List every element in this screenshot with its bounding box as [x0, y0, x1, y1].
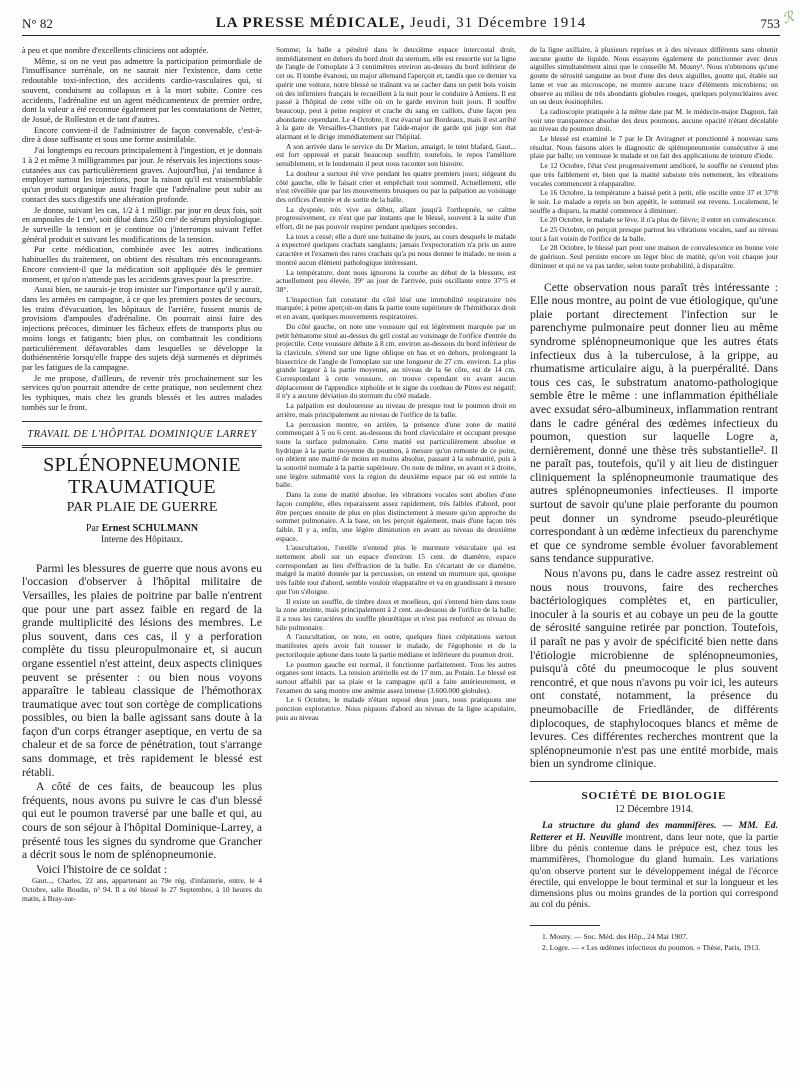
- handwritten-mark: ℛ: [780, 9, 797, 28]
- body-paragraph: Même, si on ne veut pas admettre la participation primordiale de l'insuffisance surrénale, on ne saurait nier l'existence, dans cette redoutable toxi-infection, des accidents cardio-vasculaires qui, si souvent, conduisent au collapsus et à la mort subite. Contre ces accidents, l'adrénaline est un agent médicamenteux de premier ordre, dont la valeur a été reconnue également par les constatations de Netter, de Josué, de Rolleston et de tant d'autres.: [22, 56, 262, 125]
- case-paragraph: La toux a cessé; elle a duré une huitaine de jours, au cours desquels le malade a expectoré quelques crachats sanglants; jamais l'expectoration n'a pris un autre caractère et l'examen des rares crachats qu'a pu nous donner le malade, ne nous a montré aucun élément pathologique intéressant.: [276, 231, 516, 267]
- footnote: 2. Logre. — « Les œdèmes infectieux du poumon. » Thèse, Paris, 1913.: [542, 942, 761, 952]
- case-paragraph: La palpation est douloureuse au niveau de presque tout le poumon droit en arrière, mais principalement au niveau de l'orifice de la balle.: [276, 401, 516, 419]
- case-paragraph: La dyspnée, très vive au début, allant jusqu'à l'orthopnée, se calme progressivement, ce n'est que par instants que le blessé, souvent à la suite d'un effort, dit ne pas pouvoir respirer pendant quelques secondes.: [276, 204, 516, 232]
- column-right: [530, 46, 778, 954]
- case-paragraph: La percussion montre, en arrière, la présence d'une zone de matité commençant à 5 ou 6 cent. au-dessous du bord claviculaire et occupant presque toute la surface pulmonaire. Cette matité est particulièrement absolue et hydrique à la partie moyenne du poumon, à mesure qu'on remonte de ce point, on obtient une matité de moins en moins absolue, passant à la submatité, puis à la sonorité normale à la partie supérieure. On note de même, en avant et à droite, une légère submatité vers la région du deuxième espace par où est entrée la balle.: [276, 419, 516, 490]
- society-report: [530, 820, 778, 910]
- case-paragraph: Du côté gauche, on note une voussure qui est légèrement marquée par un petit hématome situé au-dessus du gril costal au voisinage de l'orifice d'entrée du projectile. Cette voussure débute à 8 cm. environ au-dessous du bord inférieur de la clavicule, s'étend sur une ligne oblique en bas et en dehors, prolongeant la bissectrice de l'angle de l'omoplate sur une longueur de 27 cm. environ. La plus grande largeur à la partie moyenne, au niveau de la 6e côte, est de 14 cm. Correspondant à cette voussure, on trouve cependant en avant aucun déplacement de l'appendice xiphoïde et le signe du cordeau de Pitres est négatif; il n'y a aucune déviation du sternum du côté malade.: [276, 321, 516, 401]
- author-role: Interne des Hôpitaux.: [100, 535, 184, 546]
- society-title: SOCIÉTÉ DE BIOLOGIE: [581, 789, 727, 802]
- article-paragraph: Voici l'histoire de ce soldat :: [36, 862, 167, 876]
- case-history-end: [530, 46, 778, 271]
- case-paragraph: Le 25 Octobre, on perçoit presque partout les vibrations vocales, sauf au niveau tout à fait voisin de l'orifice de la balle.: [530, 225, 778, 243]
- section-divider: [22, 421, 262, 422]
- body-paragraph: Encore convient-il de l'administrer de façon convenable, c'est-à-dire à dose suffisante et sous une forme assimilable.: [22, 125, 262, 145]
- body-paragraph: Je donne, suivant les cas, 1/2 à 1 milligr. par jour en deux fois, soit en ampoules de 1 cm³, soit dilué dans 250 cm³ de sérum physiologique. Je surveille la tension et je continue ou j'interromps suivant l'effet général produit et suivant les modifications de la tension.: [22, 205, 262, 244]
- case-paragraph: A l'auscultation, on note, en outre, quelques fines crépitations surtout manifestes après avoir fait tousser le malade, de l'égophonie et de la pectoriloquie aphone dans toute la partie médiane et inférieure du poumon droit.: [276, 632, 516, 659]
- column-middle: [276, 46, 516, 723]
- society-text: montrent, dans leur note, que la partie libre du pénis contenue dans le prépuce est, chez tous les mammifères, l'homologue du gland humain. Les variations qu'on observe portent sur le développement inégal de l'écorce érectile, qui enveloppe le bout terminal et sur la longueur et les dimensions plus ou moins grandes de la portion qui correspond au col du pénis.: [530, 831, 778, 911]
- body-paragraph: Aussi bien, ne saurais-je trop insister sur l'importance qu'il y aurait, dans les armées en campagne, à ce que les premiers postes de secours, les trains d'évacuation, les hôpitaux de l'arrière, fussent munis de provisions d'ampoules d'adrénaline. On pourrait ainsi faire des injections précoces, diminuer les fâcheux effets de transports plus ou moins longs et fatigants; bien plus, on combattrait les conditions particulièrement défavorables dans lesquelles se développe la dothiénentérie lorsqu'elle frappe des sujets déjà surmenés et déprimés par les fatigues de la campagne.: [22, 285, 262, 372]
- case-paragraph: Le 12 Octobre, l'état s'est progressivement amélioré, le souffle ne s'entend plus que très faiblement et, bien que la matité subsiste très nettement, les vibrations vocales commencent à réapparaître.: [530, 161, 778, 188]
- body-paragraph: à peu et que nombre d'excellents cliniciens ont adoptée.: [22, 46, 209, 55]
- discussion-paragraph: Nous n'avons pu, dans le cadre assez restreint où nous nous trouvons, faire des recherches bactériologiques complètes et, en particulier, inoculer à la souris et au cobaye un peu de la goutte de sérosité sanguine retirée par ponction. Toutefois, il paraît ne pas y avoir de spécificité bien nette dans l'étiologie microbienne de splénopneumonies, puisqu'à côté du pneumocoque le plus souvent rencontré, et que nous n'avons pu voir ici, les auteurs ont constaté, notamment, la présence du pneumobacille de Friedländer, de différents diplocoques, de staphylocoques blancs et même de levures. Ces différentes recherches montrent que la splénopneumonie n'est pas une entité morbide, mais bien un syndrome clinique.: [530, 567, 778, 771]
- section-divider: [530, 781, 778, 782]
- journal-masthead: [22, 15, 780, 32]
- case-paragraph: A son arrivée dans le service du Dr Marion, amaigri, le teint blafard, Gaut... est fort oppressé et parait beaucoup souffrir; toutefois, le repos l'améliore sensiblement, et le lendemain il peut nous raconter son histoire.: [276, 141, 516, 169]
- issue-number: N° 82: [22, 16, 53, 31]
- case-history: [276, 46, 516, 722]
- case-paragraph: L'auscultation, l'oreille n'entend plus le murmure vésiculaire qui est nettement aboli sur un espace d'environ 15 cent. de diamètre, espace correspondant au lieu d'effraction de la balle. En s'écartant de ce diamètre, malgré la matité donnée par la percussion, on entend un murmure qui, quoique très faible tout d'abord, semble vouloir réapparaître et va en grandissant à mesure que l'on s'éloigne.: [276, 543, 517, 596]
- issue-date: Jeudi, 31 Décembre 1914: [405, 15, 587, 31]
- body-paragraph: Par cette médication, combinée avec les autres indications habituelles du traitement, on obtient des résultats très encourageants. Encore convient-il que la médication soit appliquée dès le premier moment, et qu'on n'attende pas les accidents graves pour la prescrire.: [22, 245, 262, 284]
- footnote-rule: [530, 925, 600, 926]
- case-paragraph: de la ligne axillaire, à plusieurs reprises et à des niveaux différents sans obtenir aucune goutte de liquide. Nous essayons également de ponctionner avec deux aiguilles simultanément ainsi que le conseille M. Mosny¹. Nous n'obtenons qu'une goutte de sérosité sanguine au bout d'une des deux aiguilles, goutte qui, étalée sur lame et vue au microscope, ne montre aucune trace d'éléments microbiens; on observe au milieu de très abondants globules rouges, quelques polynucléaires avec un ou deux éosinophiles.: [530, 45, 778, 107]
- author-prefix: Par: [85, 523, 102, 535]
- footnotes: [530, 932, 778, 953]
- discussion: [530, 281, 778, 771]
- case-paragraph: Le 6 Octobre, le malade n'étant reposé deux jours, nous pratiquons une ponction exploratrice. Nous piquons d'abord au niveau de la ligne scapulaire, puis au niveau: [276, 695, 516, 722]
- case-paragraph: Gaut..., Charles, 22 ans, appartenant au 79e rég. d'infanterie, entre, le 4 Octobre, salle Boudin, n° 94. Il a été blessé le 27 Septembre, à 10 heures du matin, à Bray-sur-: [22, 876, 262, 903]
- case-paragraph: Le 28 Octobre, le blessé part pour une maison de convalescence en bonne voie de guérison. Seul persiste encore un léger bloc de matité, qu'on voit chaque jour diminuer et qui ne va pas tarder, selon toute probabilité, à disparaître.: [530, 243, 778, 270]
- article-subtitle: PAR PLAIE DE GUERRE: [66, 500, 218, 516]
- case-paragraph: La température, dont nous ignorons la courbe au début de la blessure, est actuellement peu élevée, 39° au jour de l'arrivée, puis oscillante entre 37°5 et 38°.: [276, 267, 516, 294]
- previous-article-continuation: [22, 46, 262, 413]
- running-header: [22, 9, 797, 36]
- case-paragraph: Dans la zone de matité absolue, les vibrations vocales sont abolies d'une façon complète, elles reparaissent assez rapidement, très faibles d'abord, pour être perçues ensuite de plus en plus distinctement à mesure qu'on approche du sommet pulmonaire. A la base, on les perçoit également, mais d'une façon très faible. Il y a, enfin, une légère diminution en avant au niveau du deuxième espace.: [276, 490, 516, 543]
- case-history-start: [22, 877, 262, 903]
- society-date: 12 Décembre 1914.: [614, 803, 694, 815]
- case-paragraph: Le poumon gauche est normal, il fonctionne parfaitement. Tous les autres organes sont intacts. La tension artérielle est de 17 mm. au Potain. Le blessé est surtout affaibli par sa plaie et la campagne qu'il a faite antérieurement, et l'examen du sang montre une anémie assez intense (3.600.000 globules).: [276, 659, 516, 695]
- title-rule: [22, 445, 262, 448]
- body-paragraph: Je me propose, d'ailleurs, de revenir très prochainement sur les services qu'on pourrait attendre de cette pratique, non seulement chez les typhiques, mais chez les grands blessés et les autres malades tombés sur le front.: [22, 373, 262, 412]
- case-paragraph: La radioscopie pratiquée à la même date par M. le médecin-major Dagnon, fait voir une transparence absolue des deux poumons, aucune opacité n'étant décelable au niveau du poumon droit.: [530, 106, 778, 134]
- case-paragraph: L'inspection fait constater du côté lésé une immobilité respiratoire très marquée; à peine aperçoit-on dans la partie toute supérieure de l'hémithorax droit et en avant, quelques mouvements respiratoires.: [276, 294, 516, 322]
- discussion-paragraph: Cette observation nous paraît très intéressante : Elle nous montre, au point de vue étiologique, qu'une plaie portant directement l'infection sur le parenchyme pulmonaire peut donner lieu au même syndrome splénopneumonique que les autres états infectieux dus à la tuberculose, à la grippe, au rhumatisme articulaire aigu, à la puerpéralité. Dans tous ces cas, le substratum anatomo-pathologique semble être le même : une inflammation épithéliale avec exsudat séro-albumineux, inflammation rentrant dans le cadre général des œdèmes infectieux du poumon, question sur laquelle Logre a, dernièrement, donné une thèse très substantielle². Il ne paraît pas, toutefois, qu'il y ait lieu de distinguer cliniquement la splénopneumonie traumatique des autres splénopneumonies infectieuses. Il importe surtout de savoir qu'une plaie perforante du poumon peut donner un syndrome pseudo-pleurétique correspondant à un œdème infectieux du parenchyme et que ce syndrome semble évoluer favorablement sans tendance suppurative.: [530, 280, 778, 566]
- article-paragraph: A côté de ces faits, de beaucoup les plus fréquents, nous avons pu suivre le cas d'un blessé qui eut le poumon traversé par une balle et qui, au cours de son séjour à l'hôpital Dominique-Larrey, a présenté tous les signes du syndrome que Grancher a décrit sous le nom de splénopneumonie.: [22, 780, 262, 862]
- article-introduction: [22, 562, 262, 877]
- footnote: 1. Mosny. — Soc. Méd. des Hôp., 24 Mai 1907.: [542, 931, 688, 941]
- author-name: Ernest SCHULMANN: [101, 523, 199, 535]
- case-paragraph: Le 20 Octobre, le malade se lève, il n'a plus de fièvre; il entre en convalescence.: [540, 215, 777, 225]
- article-author: [22, 524, 262, 534]
- case-paragraph: Somme; la balle a pénétré dans le deuxième espace intercostal droit, immédiatement en dehors du bord droit du sternum, elle est ressortie sur la ligne de l'angle de l'omoplate à 3 centimètres environ au-dessus du bord inférieur de cet os. Il tombe évanoui, un major allemand l'aperçoit et, tandis que ce dernier va quérir une voiture, notre blessé se traînant va se cacher dans un petit bois voisin où des infirmiers français le recueillent à la nuit pour le conduire à Amiens. Il est passé à l'hôpital de cette ville où on le garde environ huit jours. Il souffre beaucoup, peut à peine respirer et crache du sang en caillots, d'une façon peu abondante cependant. Le 4 Octobre, il est évacué sur Bordeaux, mais il est arrêté à la gare de Versailles-Chantiers par l'aide-major de garde qui juge son état alarmant et le dirige immédiatement sur l'hôpital.: [276, 45, 517, 142]
- case-paragraph: Le 16 Octobre, la température a baissé petit à petit, elle oscille entre 37 et 37°8 le soir. Le malade a repris un bon appétit, le sommeil est revenu. Localement, le souffle a disparu, la matité commence à diminuer.: [530, 188, 778, 215]
- page-folio: 753: [760, 16, 780, 31]
- column-left: [22, 46, 262, 905]
- case-paragraph: La douleur a surtout été vive pendant les quatre premiers jours; siégeant du côté gauche, elle le faisait crier et empêchait tout sommeil. Actuellement, elle n'est réveillée que par les mouvements brusques ou par la palpation au voisinage des orifices d'entrée et de sortie de la balle.: [276, 168, 516, 204]
- case-paragraph: Il existe un souffle, de timbre doux et moelleux, qui s'entend bien dans toute la zone atteinte, mais principalement à 2 cent. au-dessous de l'orifice de la balle; il a tous les caractères du souffle pleurétique et n'est pas renforcé au niveau du hile pulmonaire.: [276, 596, 516, 632]
- society-lead: La structure du gland des mammifères. — MM. Ed. Retterer et H. Neuville: [530, 820, 778, 843]
- body-paragraph: J'ai longtemps eu recours principalement à l'ingestion, et je donnais 1 à 2 et même 3 milligrammes par jour. Je réservais les injections sous-cutanées aux cas particulièrement graves. Aujourd'hui, j'ai tendance à employer surtout les injections, pour la raison qu'il est vraisemblable qu'un produit organique aussi fragile que l'adrénaline peut subir au contact des sucs digestifs une altération profonde.: [22, 146, 262, 204]
- journal-title: LA PRESSE MÉDICALE,: [215, 15, 406, 31]
- case-paragraph: Le blessé est examiné le 7 par le Dr Aviragnet et ponctionné à nouveau sans résultat. Nous faisons alors le diagnostic de splénopneumonie consécutive à une plaie par balle; on ventouse le malade et on fait des applications de teinture d'iode.: [530, 134, 778, 161]
- article-paragraph: Parmi les blessures de guerre que nous avons eu l'occasion d'observer à l'hôpital militaire de Versailles, les plaies de poitrine par balle n'entrent que pour une part assez faible en regard de la grande multiplicité des lésions des membres. Le plus souvent, dans ces cas, il y a perforation complète du tissu pleuropulmonaire et, si aucun organe essentiel n'est atteint, deux aspects cliniques peuvent se présenter : ou bien nous voyons apparaître le tableau classique de l'hémothorax traumatique avec tout son cortège de complications possibles, ou bien la balle agissant sans doute à la façon d'un corps étranger aseptique, en vertu de sa chaleur et de sa force de pénétration, tout s'arrange sans dommage, et très rapidement le blessé est rétabli.: [22, 561, 262, 779]
- article-title: SPLÉNOPNEUMONIE TRAUMATIQUE: [43, 454, 241, 499]
- section-label: TRAVAIL DE L'HÔPITAL DOMINIQUE LARREY: [27, 428, 257, 440]
